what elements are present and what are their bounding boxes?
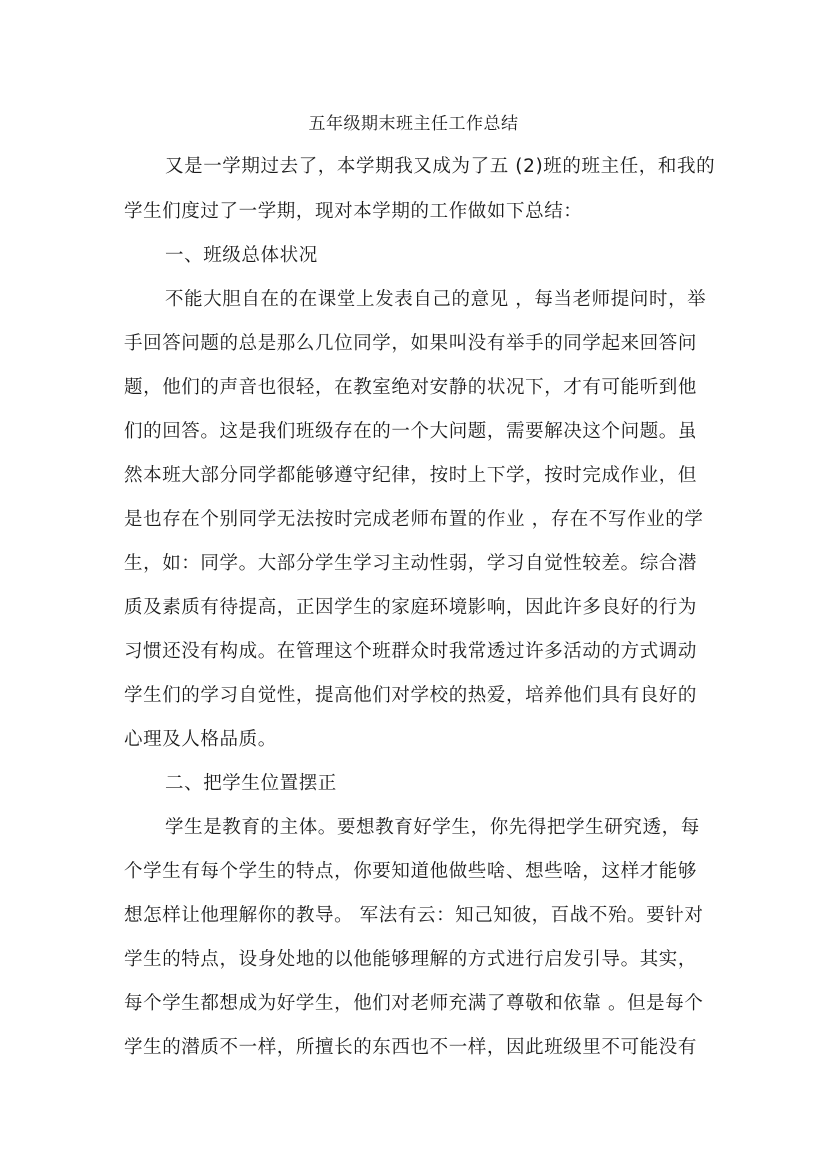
paragraph-line: 题，他们的声音也很轻，在教室绝对安静的状况下，才有可能听到他 xyxy=(124,377,698,398)
section-heading: 二、把学生位置摆正 xyxy=(165,773,337,794)
section-heading: 一、班级总体状况 xyxy=(165,245,318,266)
paragraph-line: 学生们度过了一学期，现对本学期的工作做如下总结： xyxy=(124,201,583,222)
paragraph-line: 学生的潜质不一样，所擅长的东西也不一样，因此班级里不可能没有 xyxy=(124,1037,698,1058)
paragraph-line: 学生是教育的主体。要想教育好学生，你先得把学生研究透，每 xyxy=(165,817,700,838)
paragraph-line: 是也存在个别同学无法按时完成老师布置的作业 ，存在不写作业的学 xyxy=(124,509,704,530)
document-title: 五年级期末班主任工作总结 xyxy=(308,114,519,134)
paragraph-line: 每个学生都想成为好学生，他们对老师充满了尊敬和依靠 。但是每个 xyxy=(124,993,704,1014)
paragraph-line: 生，如：同学。大部分学生学习主动性弱，学习自觉性较差。综合潜 xyxy=(124,553,698,574)
paragraph-line: 学生的特点，设身处地的以他能够理解的方式进行启发引导。其实， xyxy=(124,949,698,970)
paragraph-line: 质及素质有待提高，正因学生的家庭环境影响，因此许多良好的行为 xyxy=(124,597,698,618)
paragraph-line: 心理及人格品质。 xyxy=(124,729,277,750)
paragraph-line: 习惯还没有构成。在管理这个班群众时我常透过许多活动的方式调动 xyxy=(124,641,698,662)
paragraph-line: 手回答问题的总是那么几位同学，如果叫没有举手的同学起来回答问 xyxy=(124,333,698,354)
paragraph-line: 然本班大部分同学都能够遵守纪律，按时上下学，按时完成作业，但 xyxy=(124,465,698,486)
paragraph-line: 想怎样让他理解你的教导。 军法有云：知己知彼，百战不殆。要针对 xyxy=(124,905,704,926)
paragraph-line: 不能大胆自在的在课堂上发表自己的意见 ，每当老师提问时，举 xyxy=(165,289,707,310)
paragraph-line: 个学生有每个学生的特点，你要知道他做些啥、想些啥，这样才能够 xyxy=(124,861,698,882)
paragraph-line: 们的回答。这是我们班级存在的一个大问题，需要解决这个问题。虽 xyxy=(124,421,698,442)
paragraph-line: 学生们的学习自觉性，提高他们对学校的热爱，培养他们具有良好的 xyxy=(124,685,698,706)
paragraph-line: 又是一学期过去了，本学期我又成为了五 (2)班的班主任，和我的 xyxy=(165,156,716,177)
